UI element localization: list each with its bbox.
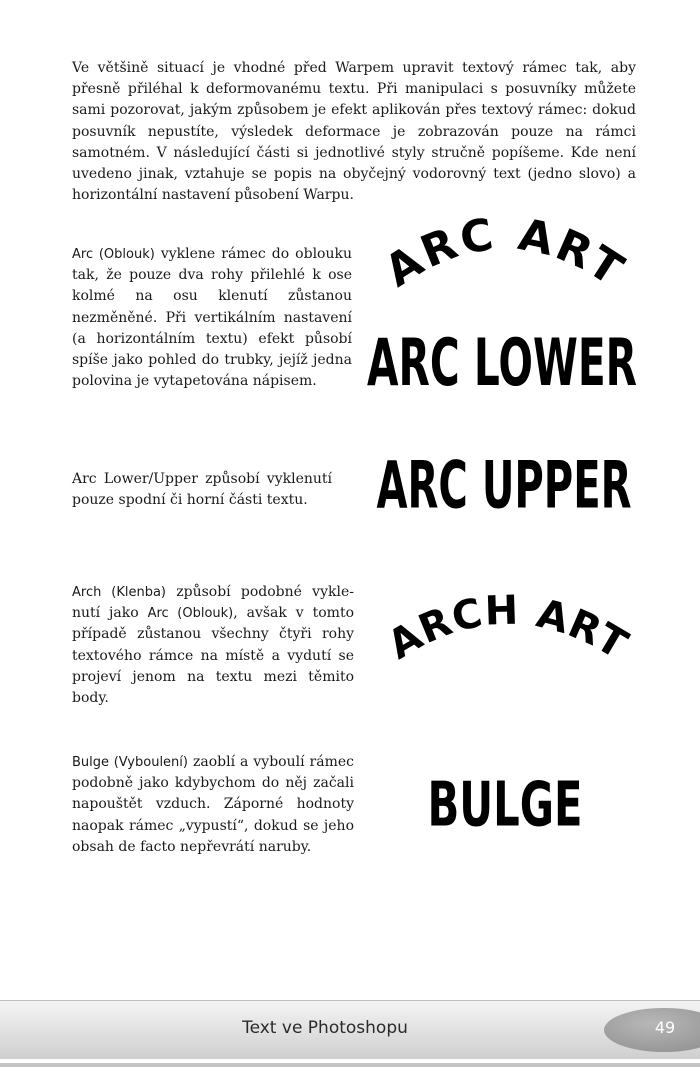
bulge-description	[72, 752, 354, 858]
arch-description	[72, 582, 354, 709]
arc-upper-text: ARC UPPER	[376, 446, 632, 524]
arc-lower-example	[360, 325, 645, 415]
svg-text:ARCH ART	[380, 588, 635, 669]
footer-divider	[0, 1063, 700, 1067]
arch-text-2: , avšak v tomto případě zůstanou všechny čtyři rohy textového rámce na místě a vydutí se projeví jenom na textu mezi těmito body.	[72, 605, 355, 707]
svg-text:ARC ART	[376, 209, 634, 298]
footer-title: Text ve Photoshopu	[242, 1018, 408, 1038]
arc-lower-text: ARC LOWER	[367, 324, 637, 401]
arc-art-example	[360, 208, 650, 320]
arc-upper-example	[372, 445, 637, 540]
arch-text: způsobí podobné vyklenutí jako	[72, 584, 354, 622]
arch-art-text: ARCH ART	[380, 587, 636, 669]
intro-paragraph: Ve většině situací je vhodné před Warpem upravit textový rámec tak, aby přesně přiléhal k deformovanému textu. Při manipulaci s posuvníky můžete sami pozorovat, jakým způsobem je efekt aplikován přes textový rámec: dokud posuvník nepustíte, výsledek deformace je zobrazován pouze na rámci samotném. V následující části si jednotlivé styly stručně popíšeme. Kde není uvedeno jinak, vztahuje se popis na obyčejný vodorovný text (jedno slovo) a horizontální nastavení působení Warpu.	[72, 60, 636, 204]
arc-description	[72, 244, 352, 392]
bulge-example	[420, 770, 590, 845]
arc-lower-upper-description	[72, 469, 332, 511]
arc-term: Arc (Oblouk)	[72, 247, 155, 262]
bulge-term: Bulge (Vyboulení)	[72, 755, 188, 770]
arc-lower-upper-text: způsobí vyklenutí pouze spodní či horní části textu.	[72, 471, 332, 509]
arch-art-example	[380, 580, 635, 680]
arc-art-text: ARC ART	[376, 208, 635, 298]
arc-text: vyklene rámec do oblouku tak, že pouze dva rohy přilehlé k ose kolmé na osu klenutí zůstanou nezměněné. Při vertikálním nastavení (a horizontálním textu) efekt působí spíše jako pohled do trubky, jejíž jedna polovina je vytapetována nápisem.	[72, 246, 352, 390]
arch-arc-term: Arc (Oblouk)	[147, 606, 234, 622]
page-number: 49	[654, 1018, 676, 1037]
bulge-text: zaoblí a vyboulí rámec podobně jako kdybychom do něj začali napouštět vzduch. Záporné hodnoty naopak rámec „vypustí“, dokud se jeho obsah de facto nepřevrátí naruby.	[72, 754, 354, 855]
bulge-text-art: BULGE	[427, 769, 583, 841]
arc-lower-upper-term: Arc Lower/Upper	[72, 471, 198, 487]
arch-term: Arch (Klenba)	[72, 585, 166, 600]
